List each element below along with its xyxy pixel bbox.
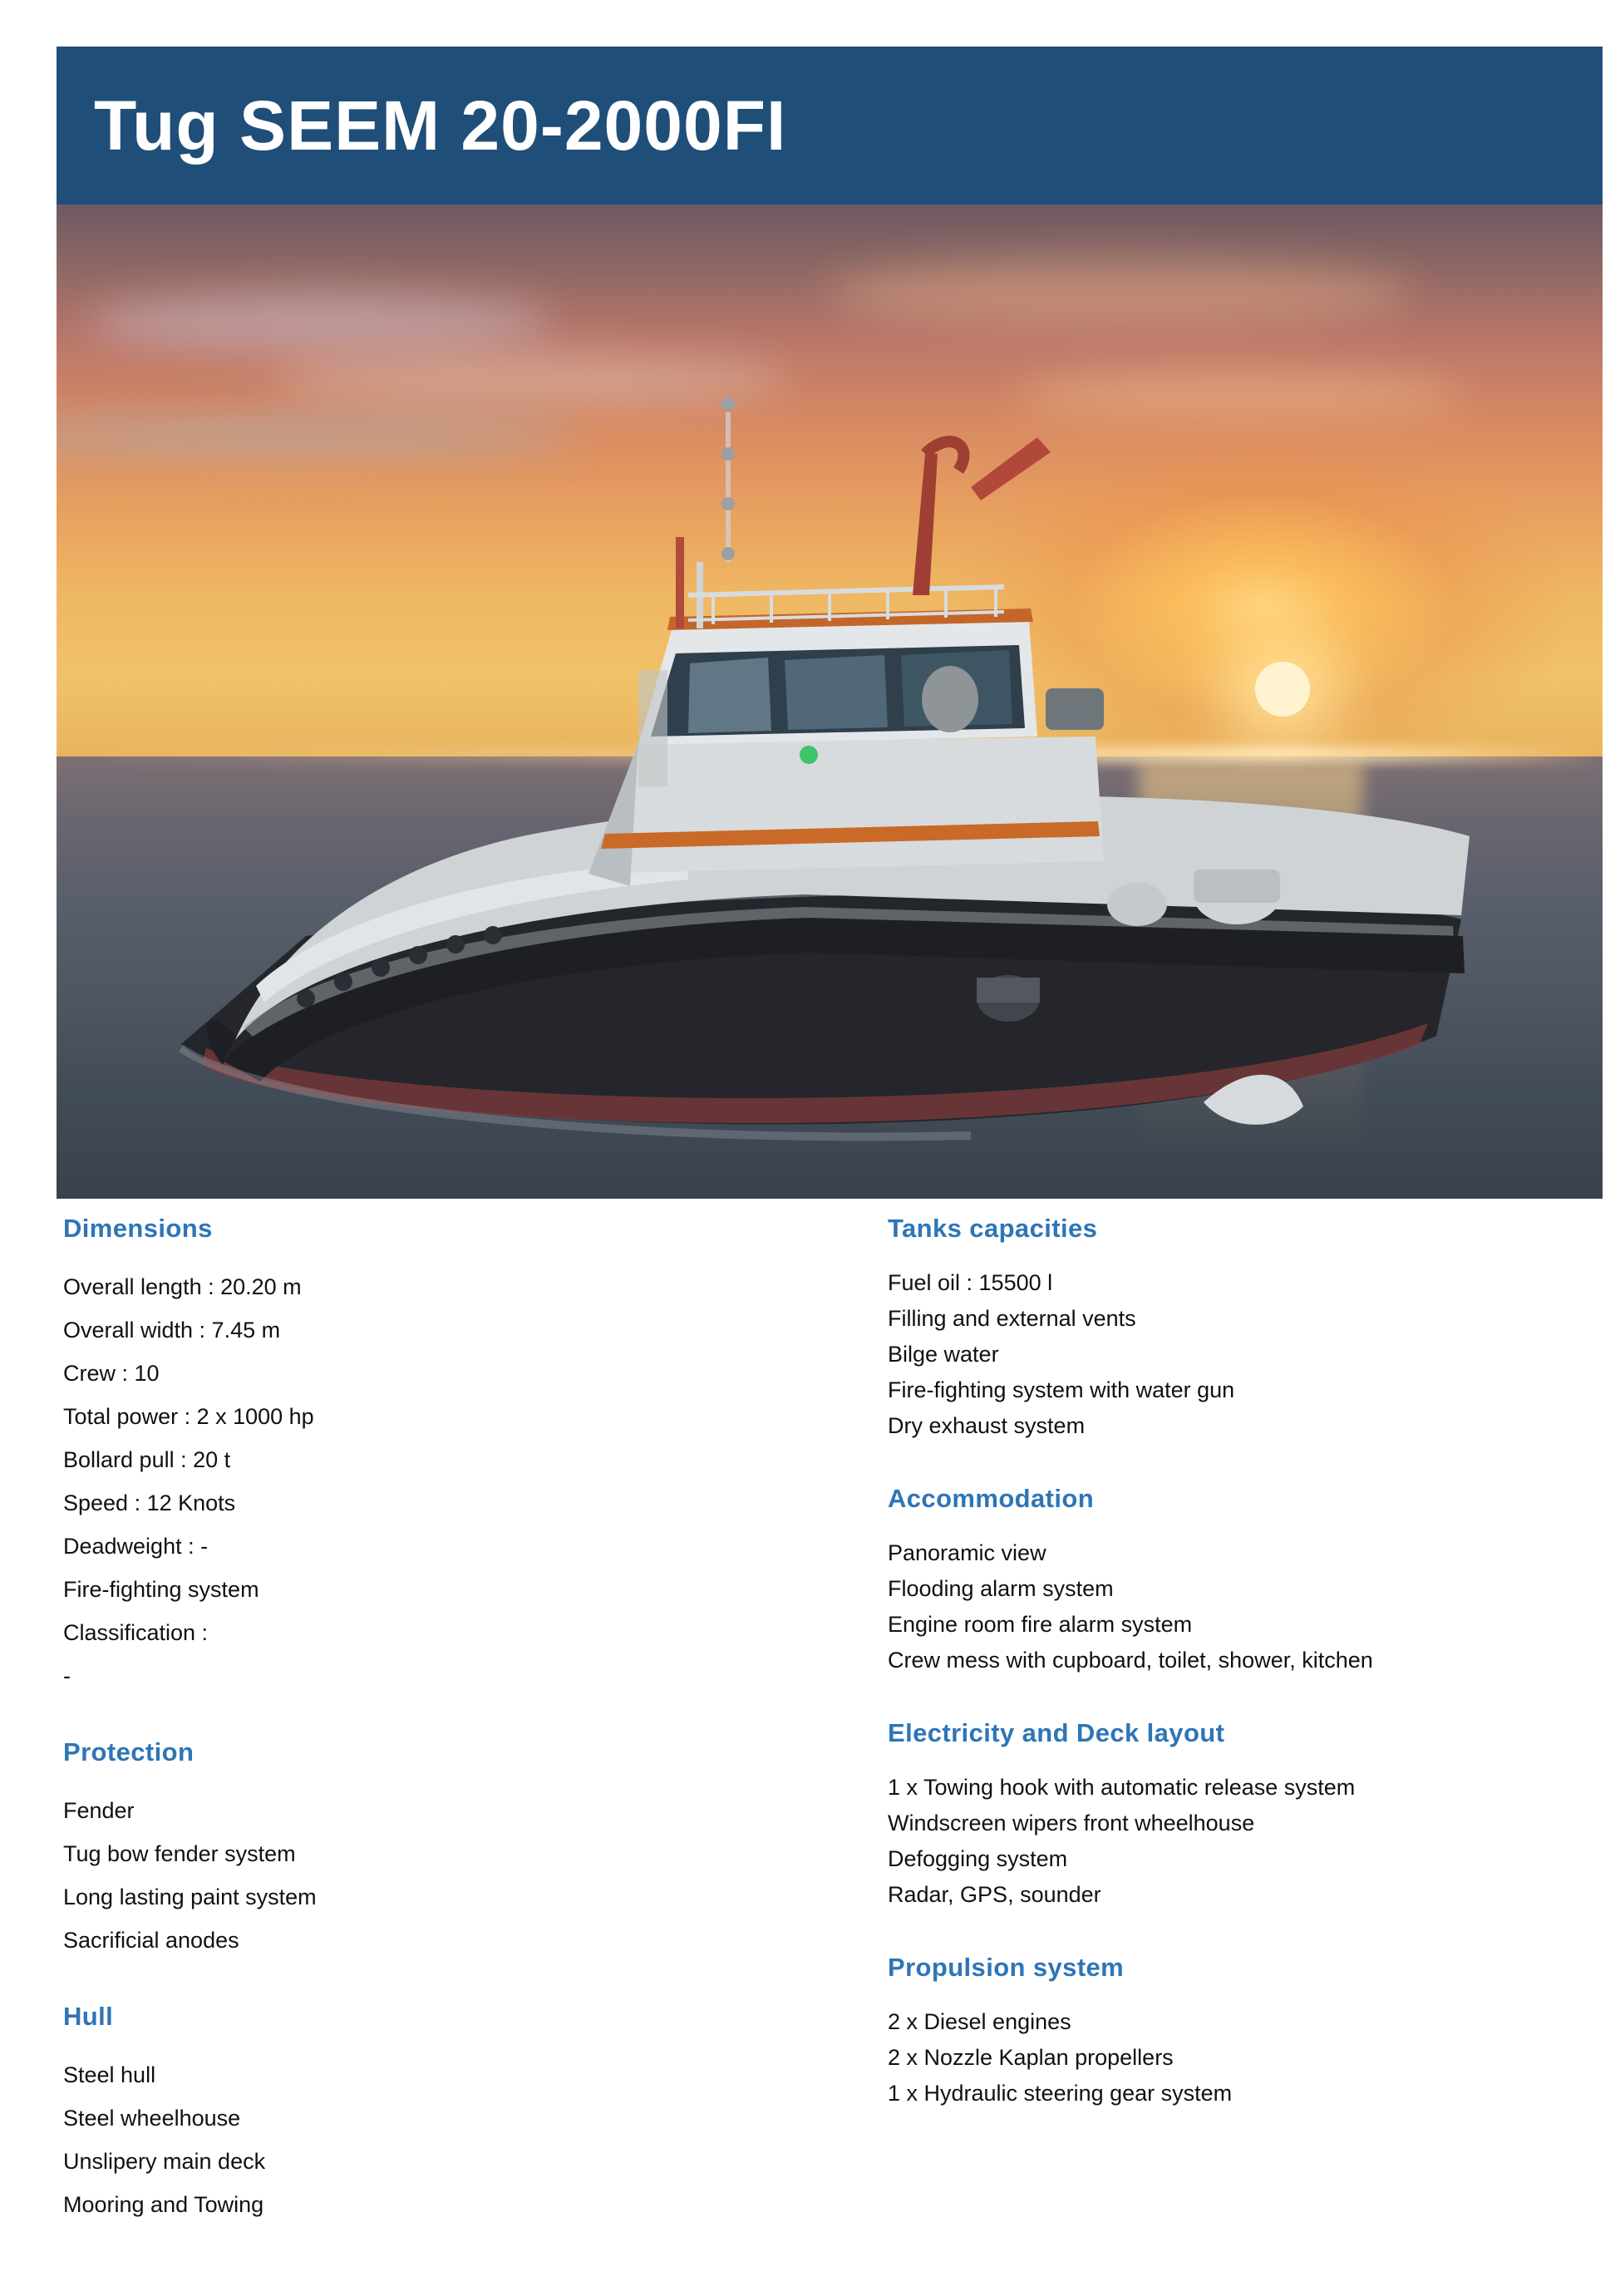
- spec-line: Deadweight : -: [63, 1534, 209, 1559]
- section-title: Hull: [63, 2002, 114, 2031]
- spec-line: Windscreen wipers front wheelhouse: [888, 1811, 1255, 1835]
- spec-line: 2 x Nozzle Kaplan propellers: [888, 2045, 1174, 2070]
- spec-line: Fire-fighting system with water gun: [888, 1377, 1235, 1402]
- spec-line: Filling and external vents: [888, 1306, 1136, 1331]
- spec-line: Crew mess with cupboard, toilet, shower, kitchen: [888, 1648, 1373, 1673]
- spec-line: Overall width : 7.45 m: [63, 1318, 281, 1343]
- section-title: Accommodation: [888, 1484, 1095, 1513]
- section-tanks-capacities: [888, 1214, 1603, 1444]
- spec-line: Engine room fire alarm system: [888, 1612, 1193, 1637]
- spec-line: Steel wheelhouse: [63, 2106, 241, 2131]
- section-propulsion-system: [888, 1953, 1603, 2111]
- spec-line: Crew : 10: [63, 1361, 160, 1386]
- section-protection: [63, 1737, 795, 1962]
- spec-line: Mooring and Towing: [63, 2192, 264, 2217]
- spec-line: Defogging system: [888, 1846, 1068, 1871]
- spec-line: 1 x Hydraulic steering gear system: [888, 2081, 1233, 2106]
- section-title: Dimensions: [63, 1214, 213, 1243]
- spec-line: Tug bow fender system: [63, 1841, 296, 1866]
- section-hull: [63, 2002, 795, 2226]
- spec-line: Overall length : 20.20 m: [63, 1274, 302, 1299]
- spec-line: Bollard pull : 20 t: [63, 1447, 231, 1472]
- spec-line: Classification :: [63, 1620, 209, 1645]
- spec-line: Dry exhaust system: [888, 1413, 1086, 1438]
- spec-line: Fuel oil : 15500 l: [888, 1270, 1053, 1295]
- section-title: Propulsion system: [888, 1953, 1125, 1982]
- spec-line: Long lasting paint system: [63, 1885, 317, 1909]
- spec-line: Unslipery main deck: [63, 2149, 266, 2174]
- spec-line: 2 x Diesel engines: [888, 2009, 1071, 2034]
- spec-line: Panoramic view: [888, 1540, 1046, 1565]
- section-accommodation: [888, 1484, 1603, 1678]
- spec-line: Bilge water: [888, 1342, 999, 1367]
- spec-line: Flooding alarm system: [888, 1576, 1114, 1601]
- spec-line: -: [63, 1663, 71, 1688]
- hero-image: [57, 204, 1603, 1199]
- page-title: Tug SEEM 20-2000FI: [94, 86, 787, 165]
- section-title: Protection: [63, 1737, 194, 1766]
- section-dimensions: [63, 1214, 795, 1697]
- spec-line: Fender: [63, 1798, 135, 1823]
- tugboat-icon: [57, 204, 1603, 1199]
- section-electricity-and-deck-layout: [888, 1718, 1603, 1913]
- page-header: [57, 47, 1603, 204]
- spec-line: Steel hull: [63, 2062, 156, 2087]
- right-column: [888, 1214, 1603, 2151]
- section-title: Electricity and Deck layout: [888, 1718, 1225, 1747]
- spec-line: Sacrificial anodes: [63, 1928, 239, 1953]
- spec-line: Radar, GPS, sounder: [888, 1882, 1101, 1907]
- spec-line: 1 x Towing hook with automatic release system: [888, 1775, 1356, 1800]
- spec-line: Speed : 12 Knots: [63, 1490, 236, 1515]
- section-title: Tanks capacities: [888, 1214, 1098, 1243]
- spec-line: Total power : 2 x 1000 hp: [63, 1404, 314, 1429]
- spec-line: Fire-fighting system: [63, 1577, 259, 1602]
- left-column: [63, 1214, 795, 2266]
